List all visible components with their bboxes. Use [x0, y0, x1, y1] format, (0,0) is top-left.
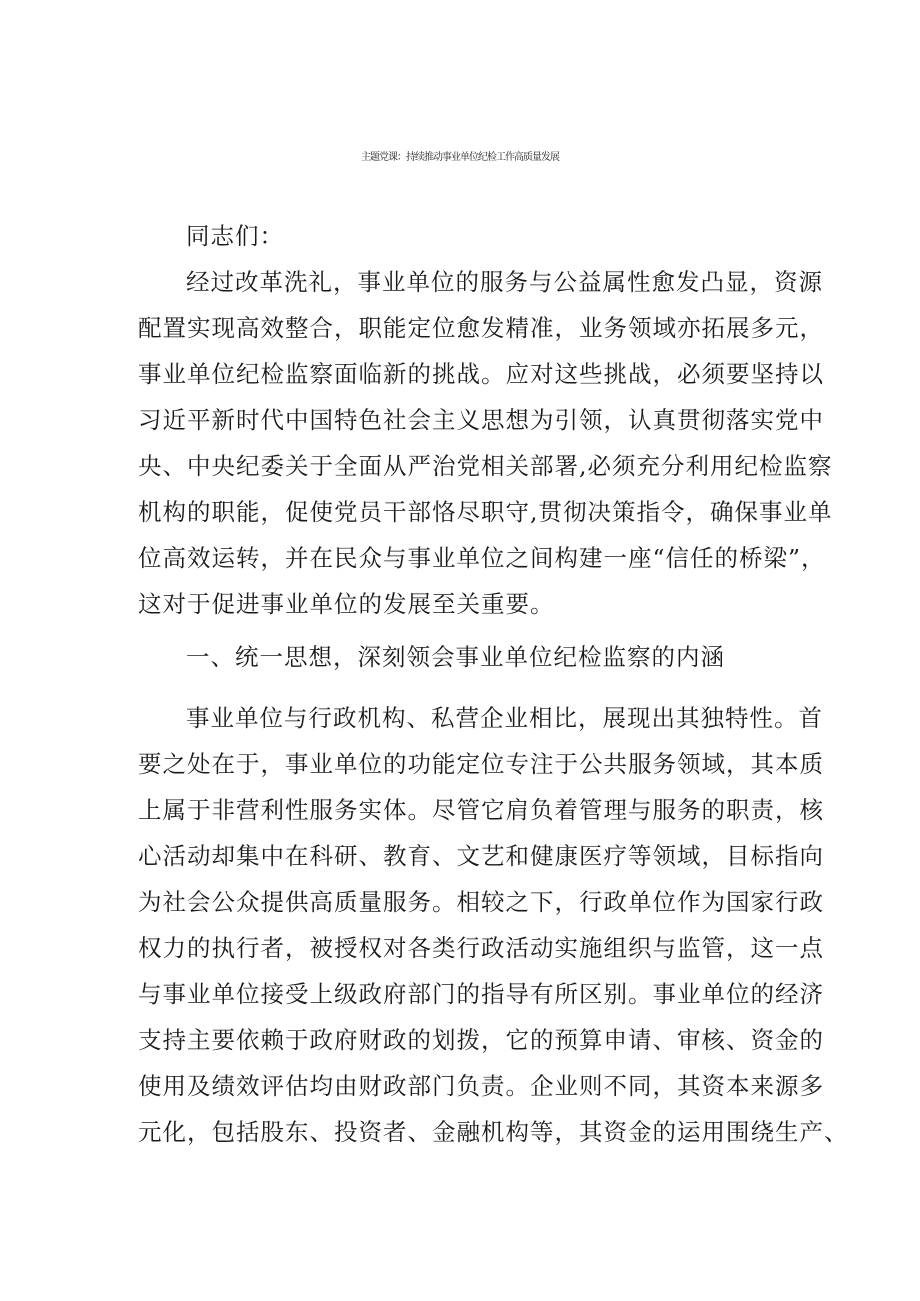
document-title: 主题党课：持续推动事业单位纪检工作高质量发展 [361, 152, 559, 163]
paragraph-line: 这对于促进事业单位的发展至关重要。 [138, 590, 555, 618]
paragraph-line: 要之处在于，事业单位的功能定位专注于公共服务领域，其本质 [138, 750, 824, 778]
paragraph-line: 央、中央纪委关于全面从严治党相关部署,必须充分利用纪检监察 [138, 452, 833, 480]
paragraph-line: 上属于非营利性服务实体。尽管它肩负着管理与服务的职责，核 [138, 796, 824, 824]
paragraph-line: 配置实现高效整合，职能定位愈发精准，业务领域亦拓展多元， [138, 314, 824, 342]
paragraph-line: 与事业单位接受上级政府部门的指导有所区别。事业单位的经济 [138, 980, 824, 1008]
paragraph-line: 事业单位纪检监察面临新的挑战。应对这些挑战，必须要坚持以 [138, 360, 824, 388]
paragraph-line: 事业单位与行政机构、私营企业相比，展现出其独特性。首 [186, 704, 823, 732]
paragraph-line: 支持主要依赖于政府财政的划拨，它的预算申请、审核、资金的 [138, 1026, 824, 1054]
paragraph-line: 心活动却集中在科研、教育、文艺和健康医疗等领域，目标指向 [138, 842, 824, 870]
paragraph-line: 权力的执行者，被授权对各类行政活动实施组织与监管，这一点 [138, 934, 824, 962]
section-heading: 一、统一思想，深刻领会事业单位纪检监察的内涵 [186, 643, 725, 671]
paragraph-line: 使用及绩效评估均由财政部门负责。企业则不同，其资本来源多 [138, 1072, 824, 1100]
paragraph-line: 位高效运转，并在民众与事业单位之间构建一座“信任的桥梁”， [138, 544, 826, 572]
paragraph-line: 习近平新时代中国特色社会主义思想为引领，认真贯彻落实党中 [138, 406, 824, 434]
greeting: 同志们： [186, 222, 284, 250]
paragraph-line: 机构的职能，促使党员干部恪尽职守,贯彻决策指令，确保事业单 [138, 498, 833, 526]
paragraph-line: 为社会公众提供高质量服务。相较之下，行政单位作为国家行政 [138, 888, 824, 916]
paragraph-line: 经过改革洗礼，事业单位的服务与公益属性愈发凸显，资源 [186, 268, 823, 296]
paragraph-line: 元化，包括股东、投资者、金融机构等，其资金的运用围绕生产、 [138, 1118, 849, 1146]
